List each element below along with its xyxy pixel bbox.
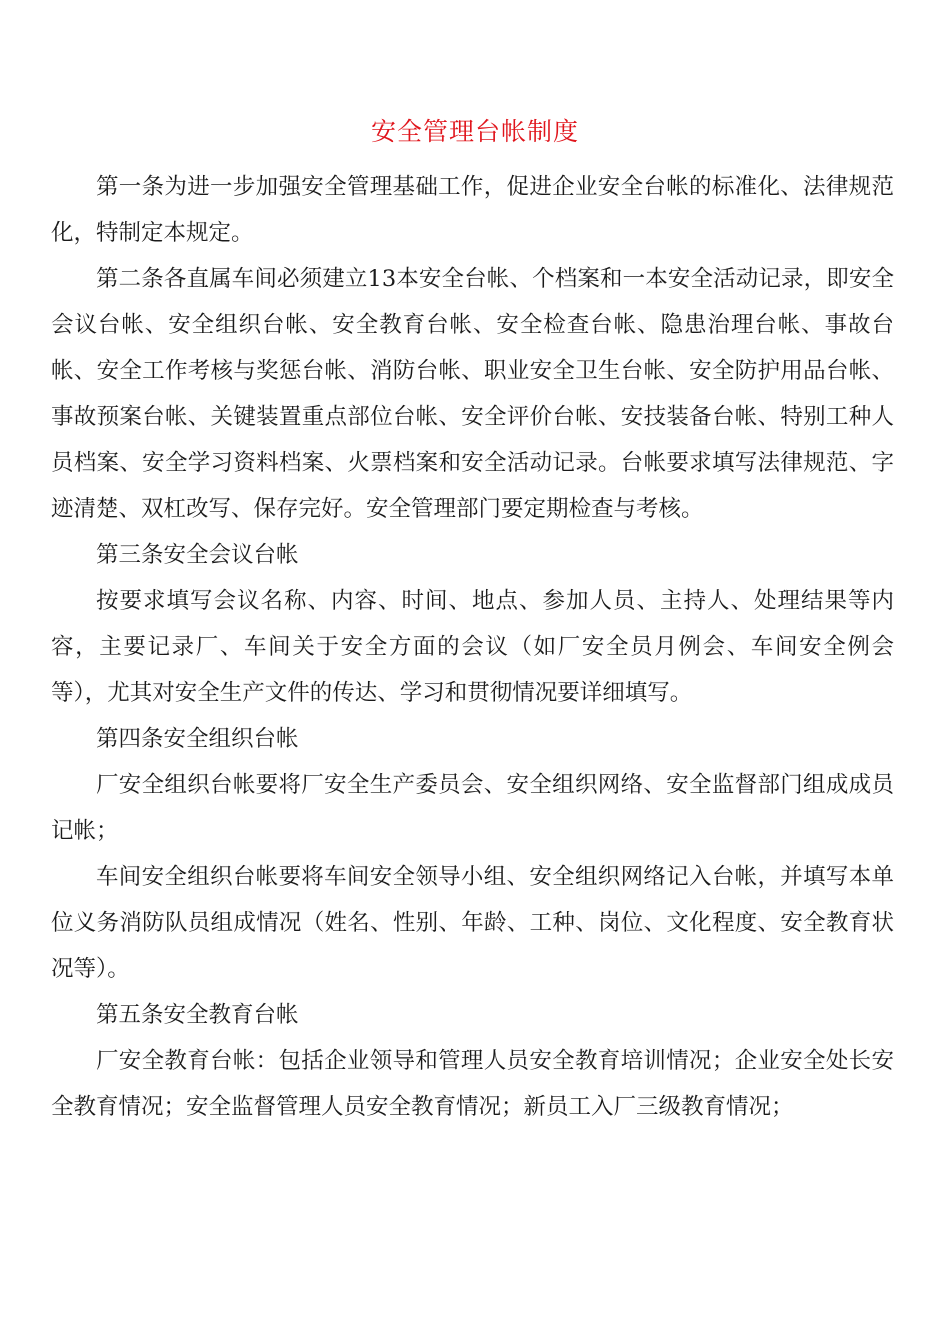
- paragraph-article-3-body: 按要求填写会议名称、内容、时间、地点、参加人员、主持人、处理结果等内容，主要记录厂、车间关于安全方面的会议（如厂安全员月例会、车间安全例会等），尤其对安全生产文件的传达、学习和贯彻情况要详细填写。: [51, 588, 894, 706]
- document-title: 安全管理台帐制度: [370, 117, 579, 146]
- heading-article-5: 第五条安全教育台帐: [96, 1002, 299, 1028]
- paragraph-article-1: 第一条为进一步加强安全管理基础工作，促进企业安全台帐的标准化、法律规范化，特制定本规定。: [51, 174, 894, 246]
- heading-article-4: 第四条安全组织台帐: [96, 726, 299, 752]
- paragraph-article-5-body: 厂安全教育台帐：包括企业领导和管理人员安全教育培训情况；企业安全处长安全教育情况；安全监督管理人员安全教育情况；新员工入厂三级教育情况；: [51, 1048, 894, 1120]
- paragraph-article-4-body-1: 厂安全组织台帐要将厂安全生产委员会、安全组织网络、安全监督部门组成成员记帐；: [51, 772, 894, 844]
- paragraph-article-4-body-2: 车间安全组织台帐要将车间安全领导小组、安全组织网络记入台帐，并填写本单位义务消防队员组成情况（姓名、性别、年龄、工种、岗位、文化程度、安全教育状况等）。: [51, 864, 894, 982]
- document-body: [51, 164, 894, 1130]
- paragraph-article-2: 第二条各直属车间必须建立13本安全台帐、个档案和一本安全活动记录，即安全会议台帐、安全组织台帐、安全教育台帐、安全检查台帐、隐患治理台帐、事故台帐、安全工作考核与奖惩台帐、消防台帐、职业安全卫生台帐、安全防护用品台帐、事故预案台帐、关键装置重点部位台帐、安全评价台帐、安技装备台帐、特别工种人员档案、安全学习资料档案、火票档案和安全活动记录。台帐要求填写法律规范、字迹清楚、双杠改写、保存完好。安全管理部门要定期检查与考核。: [51, 266, 894, 522]
- heading-article-3: 第三条安全会议台帐: [96, 542, 299, 568]
